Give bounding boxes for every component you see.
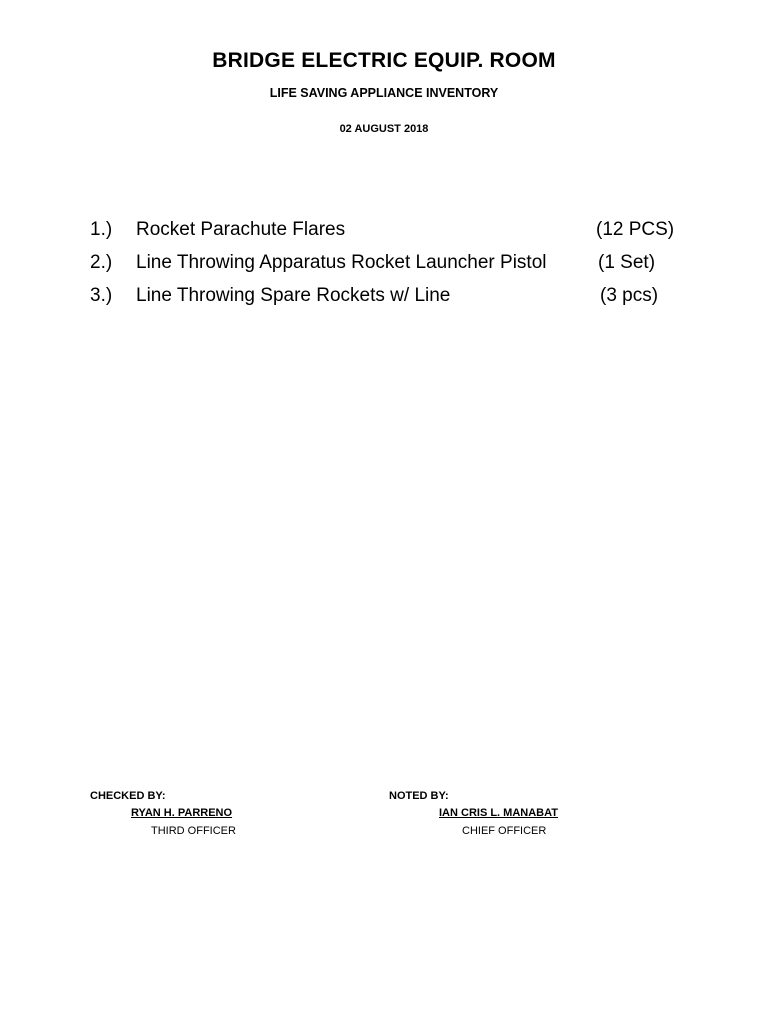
checked-by-signature-block — [90, 788, 236, 839]
list-item — [90, 280, 710, 313]
item-number: 2.) — [90, 252, 113, 273]
checked-by-name: RYAN H. PARRENO — [131, 807, 233, 819]
document-title: BRIDGE ELECTRIC EQUIP. ROOM — [212, 49, 556, 72]
item-quantity: (12 PCS) — [596, 219, 675, 240]
list-item — [90, 247, 710, 280]
checked-by-label: CHECKED BY: — [90, 790, 166, 802]
noted-by-name: IAN CRIS L. MANABAT — [439, 807, 558, 819]
checked-by-position: THIRD OFFICER — [151, 825, 236, 837]
document-subtitle: LIFE SAVING APPLIANCE INVENTORY — [269, 86, 499, 100]
noted-by-position: CHIEF OFFICER — [462, 825, 547, 837]
item-quantity: (3 pcs) — [600, 285, 659, 306]
item-description: Line Throwing Apparatus Rocket Launcher Pistol — [136, 252, 547, 273]
item-description: Line Throwing Spare Rockets w/ Line — [136, 285, 451, 306]
noted-by-signature-block — [389, 788, 558, 839]
item-number: 1.) — [90, 219, 113, 240]
item-description: Rocket Parachute Flares — [136, 219, 346, 240]
inventory-list — [90, 214, 710, 313]
item-quantity: (1 Set) — [598, 252, 656, 273]
document-date: 02 AUGUST 2018 — [339, 123, 429, 135]
noted-by-label: NOTED BY: — [389, 790, 449, 802]
list-item — [90, 214, 710, 247]
item-number: 3.) — [90, 285, 113, 306]
